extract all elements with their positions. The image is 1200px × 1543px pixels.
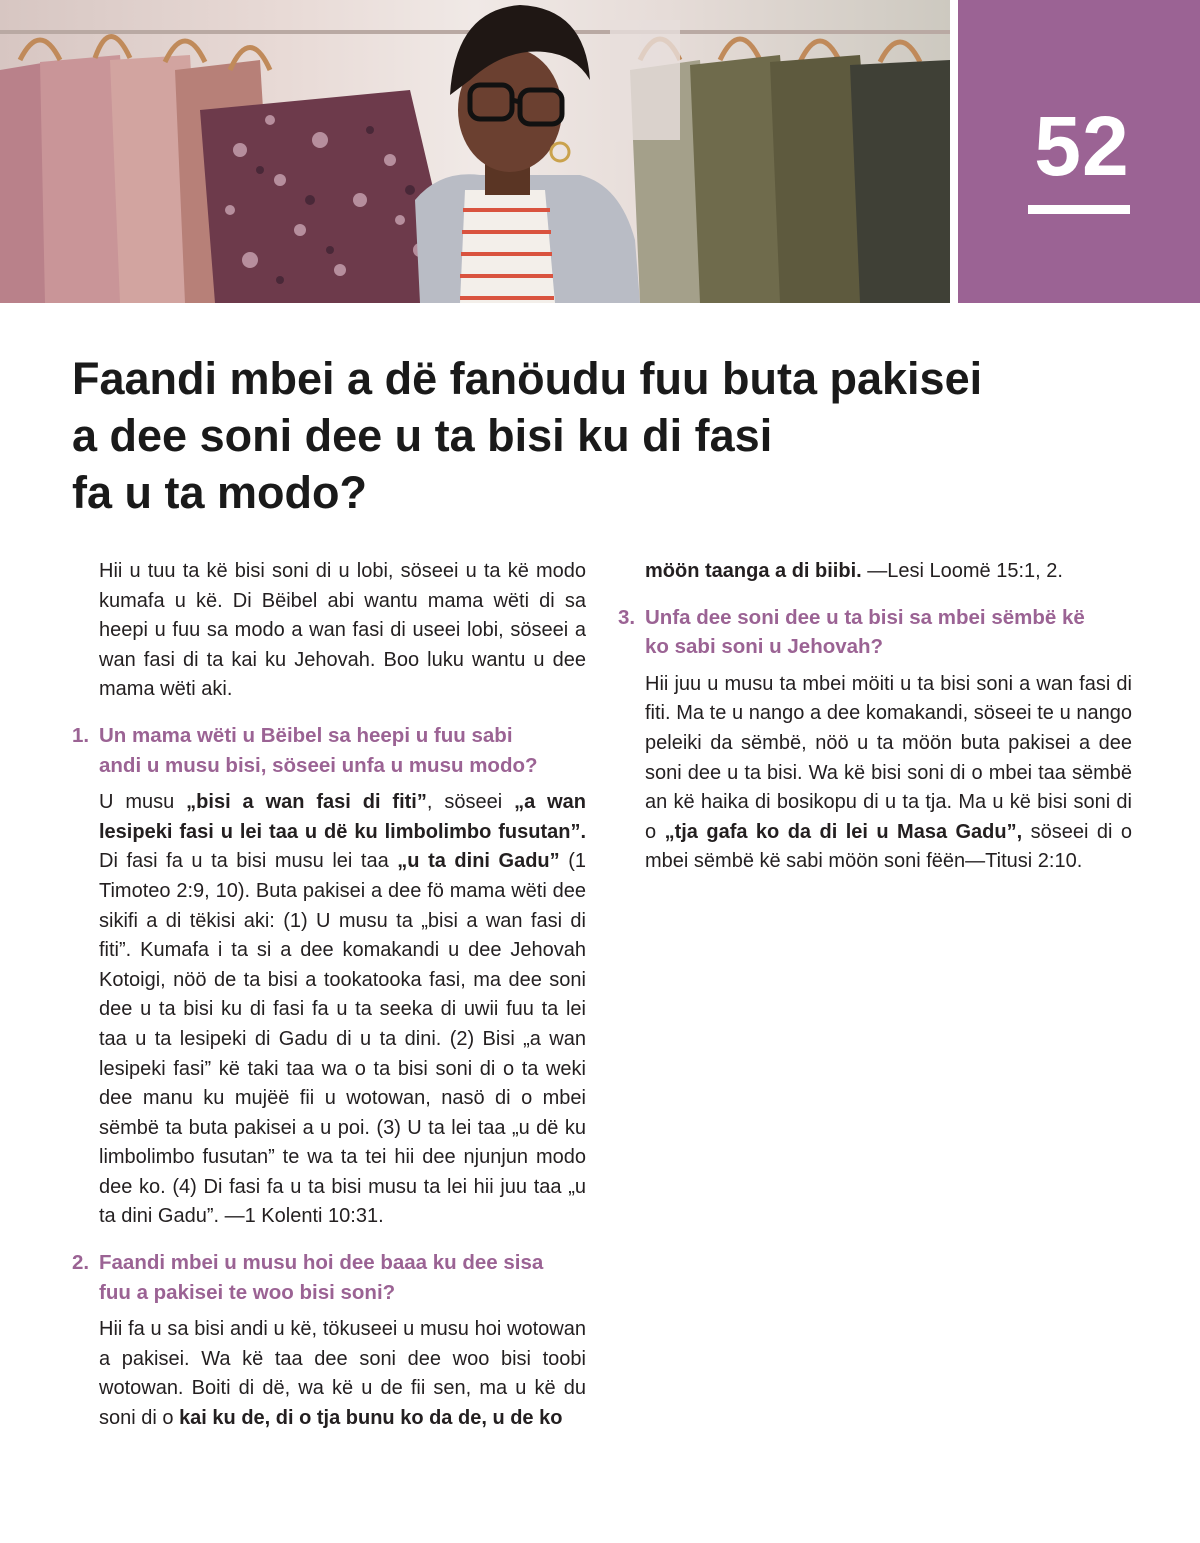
lesson-number: 52 xyxy=(1034,99,1130,193)
photo-illustration xyxy=(0,0,950,303)
text-run: söseei di o mbei sëmbë kë sabi möön soni fëën—Titusi 2:10. xyxy=(645,820,1133,873)
section-3-paragraph xyxy=(645,670,1132,877)
bold-text-run: „u ta dini Gadu” xyxy=(397,850,560,873)
bold-text-run: „a wan lesipeki fasi u lei taa u dë ku limbolimbo fusutan”. xyxy=(99,791,587,843)
question-line: Un mama wëti u Bëibel sa heepi u fuu sabi xyxy=(99,723,513,747)
question-number: 1. xyxy=(72,723,90,747)
title-line: fa u ta modo? xyxy=(72,467,367,518)
bold-text-run: „tja gafa ko da di lei u Masa Gadu”, xyxy=(664,820,1023,843)
left-column xyxy=(72,557,587,1434)
title-line: a dee soni dee u ta bisi ku di fasi xyxy=(72,410,773,461)
text-run: Hii juu u musu ta mbei möiti u ta bisi soni a wan fasi di fiti. Ma te u nango a dee komakandi, söseei te u nango peleiki da sëmbë, nöö u ta möön buta pakisei a dee soni dee u ta bisi. Wa kë bisi soni di o mbei taa sëmbë an kë haika di bosikopu di u ta tja. Ma u kë bisi soni di o xyxy=(645,672,1132,843)
question-number: 3. xyxy=(618,605,636,629)
text-run: Hii fa u sa bisi andi u kë, tökuseei u musu hoi wotowan a pakisei. Wa kë taa dee soni dee woo bisi toobi wotowan. Boiti di dë, wa kë u de fii sen, ma u kë du soni di o xyxy=(99,1318,586,1430)
right-column xyxy=(618,557,1133,893)
text-run: , söseei xyxy=(426,791,515,814)
bold-text-run: möön taanga a di biibi. xyxy=(645,560,862,582)
bold-text-run: „bisi a wan fasi di fiti” xyxy=(186,791,427,814)
section-2-paragraph xyxy=(99,1315,586,1433)
text-run: —Lesi Loomë 15:1, 2. xyxy=(861,560,1063,582)
lesson-number-box xyxy=(958,0,1200,303)
intro-paragraph: Hii u tuu ta kë bisi soni di u lobi, söseei u ta kë modo kumafa u kë. Di Bëibel abi wantu mama wëti di sa heepi u fuu sa modo a wan fasi di useei lobi, söseei a wan fasi di ta kai ku Jehovah. Boo luku wantu u dee mama wëti aki. xyxy=(99,560,586,701)
question-line: andi u musu bisi, söseei unfa u musu modo? xyxy=(99,753,538,777)
header-photo xyxy=(0,0,950,303)
question-1 xyxy=(72,721,586,780)
question-number: 2. xyxy=(72,1251,90,1275)
text-run: U musu xyxy=(99,791,187,814)
section-2-paragraph-continued xyxy=(645,557,1132,587)
question-2 xyxy=(72,1248,586,1307)
question-3 xyxy=(618,603,1132,662)
lesson-number-underline xyxy=(1028,205,1130,214)
question-line: Unfa dee soni dee u ta bisi sa mbei sëmbë kë xyxy=(645,605,1085,629)
bold-text-run: kai ku de, di o tja bunu ko da de, u de ko xyxy=(179,1407,563,1430)
lesson-title xyxy=(72,350,1152,521)
question-line: Faandi mbei u musu hoi dee baaa ku dee sisa xyxy=(99,1251,544,1275)
question-line: ko sabi soni u Jehovah? xyxy=(645,635,884,659)
text-run: Di fasi fa u ta bisi musu lei taa xyxy=(99,850,398,873)
section-1-paragraph xyxy=(99,788,586,1232)
question-line: fuu a pakisei te woo bisi soni? xyxy=(99,1280,396,1304)
text-run: (1 Timoteo 2:9, 10). Buta pakisei a dee fö mama wëti dee sikifi a di tëkisi aki: (1) U musu ta „bisi a wan fasi di fiti”. Kumafa i ta si a dee komakandi u dee Jehovah Kotoigi, nöö de ta bisi a tookatooka fasi, ma dee soni dee u ta bisi ku di fasi fa u ta seeka di uwii fuu ta lei taa u ta lesipeki di Gadu di u ta dini. (2) Bisi „a wan lesipeki fasi” kë taki taa wa o ta bisi soni di o ta weki dee manu ku mujëë fii u wotowan, nasö di o mbei sëmbë ta buta pakisei a u poi. (3) U ta lei taa „u dë ku limbolimbo fusutan” te wa ta tei hii dee njunjun modo dee ko. (4) Di fasi fa u ta bisi musu ta lei hii juu taa „u ta dini Gadu”. —1 Kolenti 10:31. xyxy=(99,850,587,1228)
title-line: Faandi mbei a dë fanöudu fuu buta pakisei xyxy=(72,353,983,404)
